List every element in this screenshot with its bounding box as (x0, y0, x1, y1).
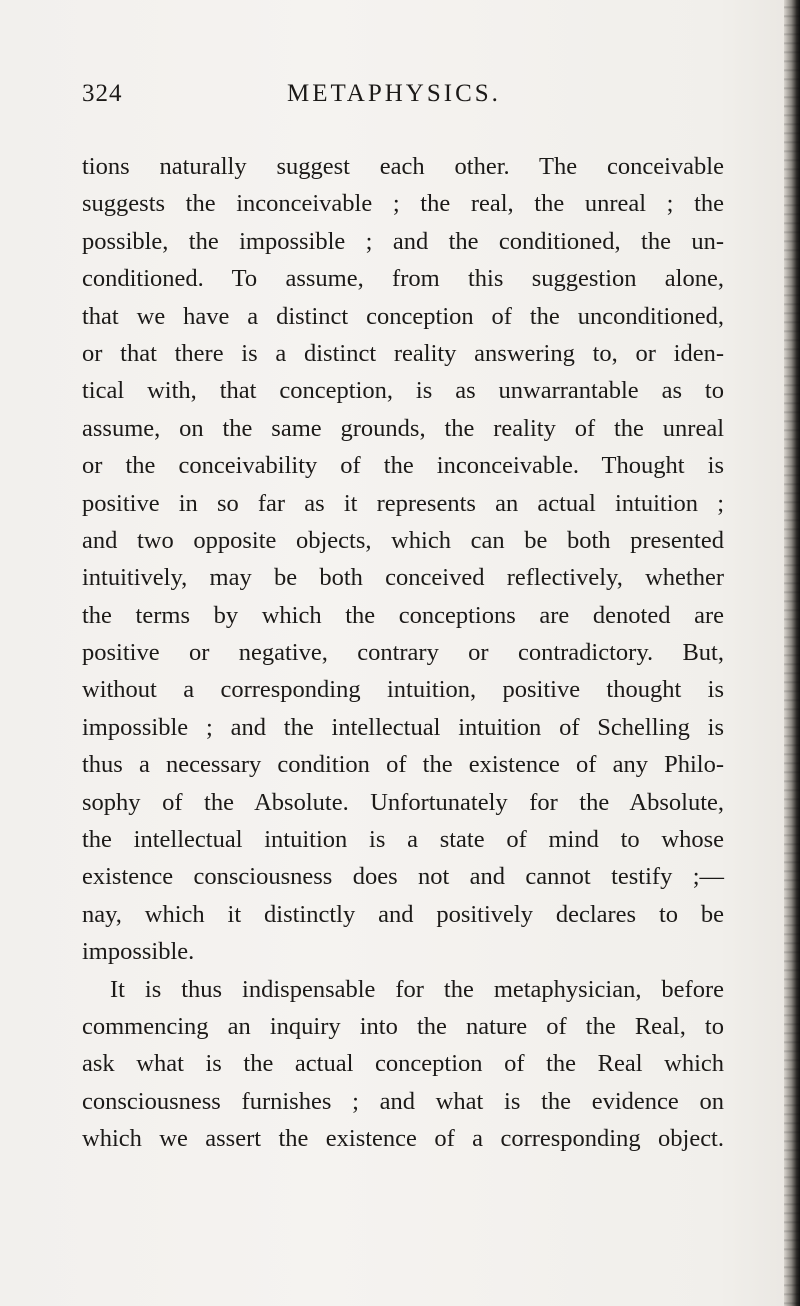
text-line: that we have a distinct conception of the unconditioned, (82, 302, 724, 330)
text-line: tical with, that conception, is as unwarrantable as to (82, 377, 724, 405)
book-page-edge (784, 0, 800, 1306)
text-line: possible, the impossible ; and the conditioned, the un- (82, 227, 724, 255)
text-line: and two opposite objects, which can be both presented (82, 526, 724, 554)
running-title: METAPHYSICS. (287, 80, 501, 107)
text-line: conditioned. To assume, from this suggestion alone, (82, 265, 724, 293)
running-head (82, 80, 722, 120)
page-number: 324 (82, 80, 123, 107)
text-line: consciousness furnishes ; and what is the evidence on (82, 1087, 724, 1115)
paragraph-end-line: impossible. (82, 938, 195, 966)
text-line: impossible ; and the intellectual intuition of Schelling is (82, 713, 724, 741)
text-line: assume, on the same grounds, the reality of the unreal (82, 414, 724, 442)
text-line: ask what is the actual conception of the Real which (82, 1050, 724, 1078)
paragraph-start-line: It is thus indispensable for the metaphysician, before (110, 975, 724, 1003)
text-line: nay, which it distinctly and positively declares to be (82, 900, 724, 928)
text-line: the terms by which the conceptions are denoted are (82, 601, 724, 629)
body-text (82, 148, 724, 1158)
text-line: sophy of the Absolute. Unfortunately for the Absolute, (82, 788, 724, 816)
text-line: thus a necessary condition of the existence of any Philo- (82, 751, 724, 779)
text-line: positive or negative, contrary or contradictory. But, (82, 639, 724, 667)
text-line: or the conceivability of the inconceivable. Thought is (82, 452, 724, 480)
text-line: positive in so far as it represents an actual intuition ; (82, 489, 724, 517)
text-line: which we assert the existence of a corresponding object. (82, 1125, 724, 1153)
text-line: or that there is a distinct reality answering to, or iden- (82, 339, 724, 367)
text-line: tions naturally suggest each other. The conceivable (82, 153, 724, 180)
text-line: without a corresponding intuition, positive thought is (82, 676, 724, 704)
text-line: commencing an inquiry into the nature of the Real, to (82, 1012, 724, 1040)
text-line: suggests the inconceivable ; the real, the unreal ; the (82, 190, 724, 218)
text-line: existence consciousness does not and cannot testify ;— (82, 863, 724, 891)
text-line: intuitively, may be both conceived reflectively, whether (82, 564, 724, 592)
text-line: the intellectual intuition is a state of mind to whose (82, 826, 724, 854)
